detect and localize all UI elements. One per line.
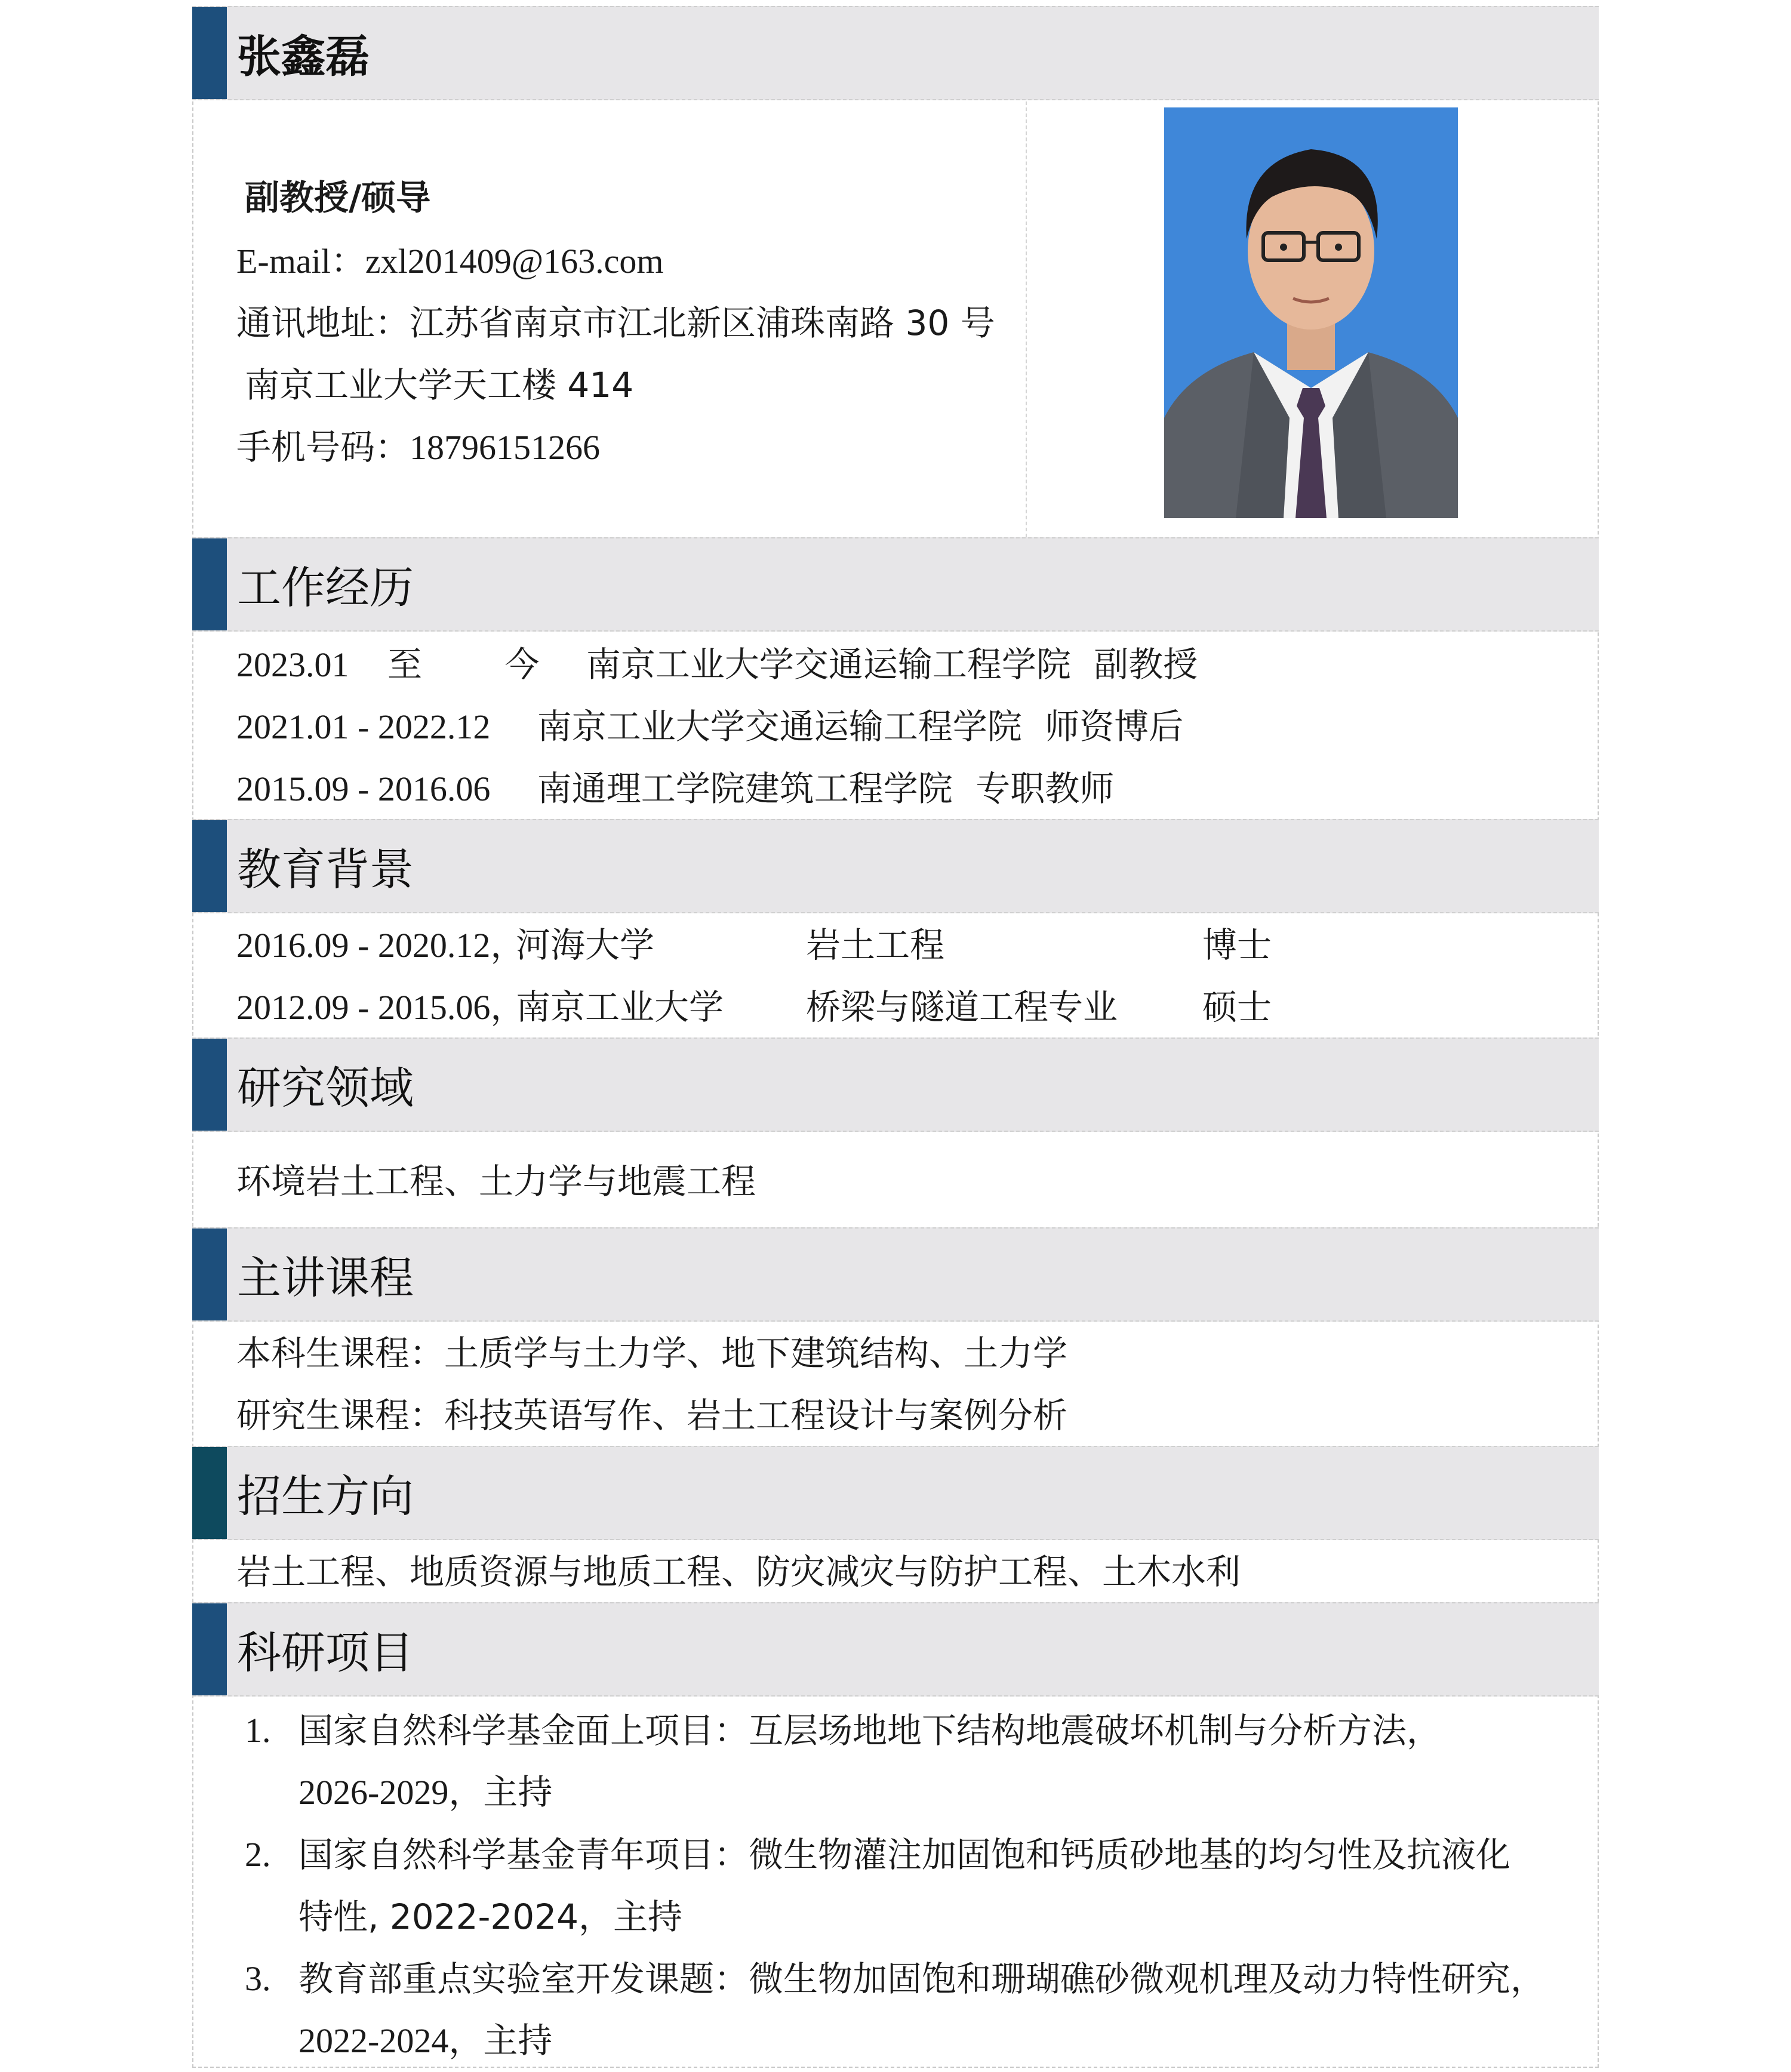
education-row — [236, 987, 1272, 1027]
header-accent-bar — [192, 7, 227, 99]
portrait-illustration — [1164, 107, 1458, 518]
section-header-courses — [192, 1227, 1599, 1322]
name-header — [192, 6, 1599, 100]
education-degree: 硕士 — [1202, 987, 1272, 1027]
course-undergrad: 本科生课程：土质学与土力学、地下建筑结构、土力学 — [236, 1333, 1068, 1374]
email-label: E-mail： — [236, 242, 365, 281]
section-title: 主讲课程 — [237, 1252, 414, 1304]
work-org: 南京工业大学交通运输工程学院 — [537, 706, 1022, 747]
work-role: 师资博后 — [1045, 706, 1184, 747]
header-accent-bar — [192, 1603, 227, 1695]
project-number: 1. — [245, 1711, 271, 1750]
work-period: 2015.09 - 2016.06 — [236, 769, 491, 808]
section-header-research — [192, 1037, 1599, 1132]
education-major: 桥梁与隧道工程专业 — [806, 987, 1118, 1027]
recruit-text: 岩土工程、地质资源与地质工程、防灾减灾与防护工程、土木水利 — [236, 1551, 1241, 1592]
work-period-start: 2023.01 — [236, 645, 349, 684]
section-title: 教育背景 — [237, 844, 414, 895]
work-org: 南京工业大学交通运输工程学院 — [586, 644, 1071, 685]
address-label: 通讯地址： — [236, 303, 410, 343]
research-text: 环境岩土工程、土力学与地震工程 — [236, 1161, 756, 1202]
phone-label: 手机号码： — [236, 427, 410, 467]
work-row — [236, 768, 1115, 809]
person-name: 张鑫磊 — [237, 31, 370, 82]
header-accent-bar — [192, 1229, 227, 1320]
work-period-now: 今 — [504, 644, 540, 685]
academic-title: 副教授/硕导 — [245, 177, 431, 218]
education-degree: 博士 — [1202, 925, 1272, 965]
phone-value: 18796151266 — [410, 428, 601, 467]
section-header-recruit — [192, 1446, 1599, 1540]
address-value: 江苏省南京市江北新区浦珠南路 30 号 — [410, 303, 995, 343]
work-role: 副教授 — [1094, 644, 1198, 685]
work-row — [236, 706, 1184, 747]
work-period-to: 至 — [387, 644, 422, 685]
profile-divider — [1026, 101, 1027, 537]
section-header-work — [192, 537, 1599, 632]
project-line: 国家自然科学基金青年项目：微生物灌注加固饱和钙质砂地基的均匀性及抗液化 — [298, 1834, 1511, 1875]
project-line: 教育部重点实验室开发课题：微生物加固饱和珊瑚礁砂微观机理及动力特性研究， — [298, 1959, 1546, 1999]
work-period: 2021.01 - 2022.12 — [236, 707, 491, 746]
work-row — [236, 644, 1198, 685]
section-title: 科研项目 — [237, 1627, 414, 1679]
portrait-photo — [1164, 107, 1458, 518]
section-title: 研究领域 — [237, 1063, 414, 1114]
education-school: 南京工业大学 — [516, 987, 724, 1027]
header-accent-bar — [192, 820, 227, 912]
phone-line — [236, 427, 601, 467]
education-period: 2016.09 - 2020.12， — [236, 926, 525, 965]
work-org: 南通理工学院建筑工程学院 — [537, 768, 953, 809]
project-line: 特性, 2022-2024，主持 — [298, 1896, 683, 1937]
header-accent-bar — [192, 1447, 227, 1539]
email-value[interactable]: zxl201409@163.com — [365, 242, 664, 281]
education-school: 河海大学 — [516, 925, 655, 965]
education-major: 岩土工程 — [806, 925, 945, 965]
education-period: 2012.09 - 2015.06， — [236, 988, 525, 1027]
address-line-1 — [236, 303, 995, 343]
email-line — [236, 244, 663, 279]
section-header-projects — [192, 1602, 1599, 1697]
project-line: 2022-2024，主持 — [298, 2021, 553, 2060]
header-accent-bar — [192, 538, 227, 630]
project-line: 国家自然科学基金面上项目：互层场地地下结构地震破坏机制与分析方法， — [298, 1710, 1442, 1751]
section-header-education — [192, 819, 1599, 913]
course-grad: 研究生课程：科技英语写作、岩土工程设计与案例分析 — [236, 1395, 1068, 1436]
header-accent-bar — [192, 1039, 227, 1131]
education-row — [236, 925, 1272, 965]
section-title: 招生方向 — [237, 1471, 414, 1522]
address-line-2: 南京工业大学天工楼 414 — [245, 365, 634, 405]
project-number: 2. — [245, 1835, 271, 1874]
section-title: 工作经历 — [237, 562, 414, 614]
project-line: 2026-2029，主持 — [298, 1773, 553, 1812]
work-role: 专职教师 — [975, 768, 1115, 809]
project-number: 3. — [245, 1959, 271, 1998]
